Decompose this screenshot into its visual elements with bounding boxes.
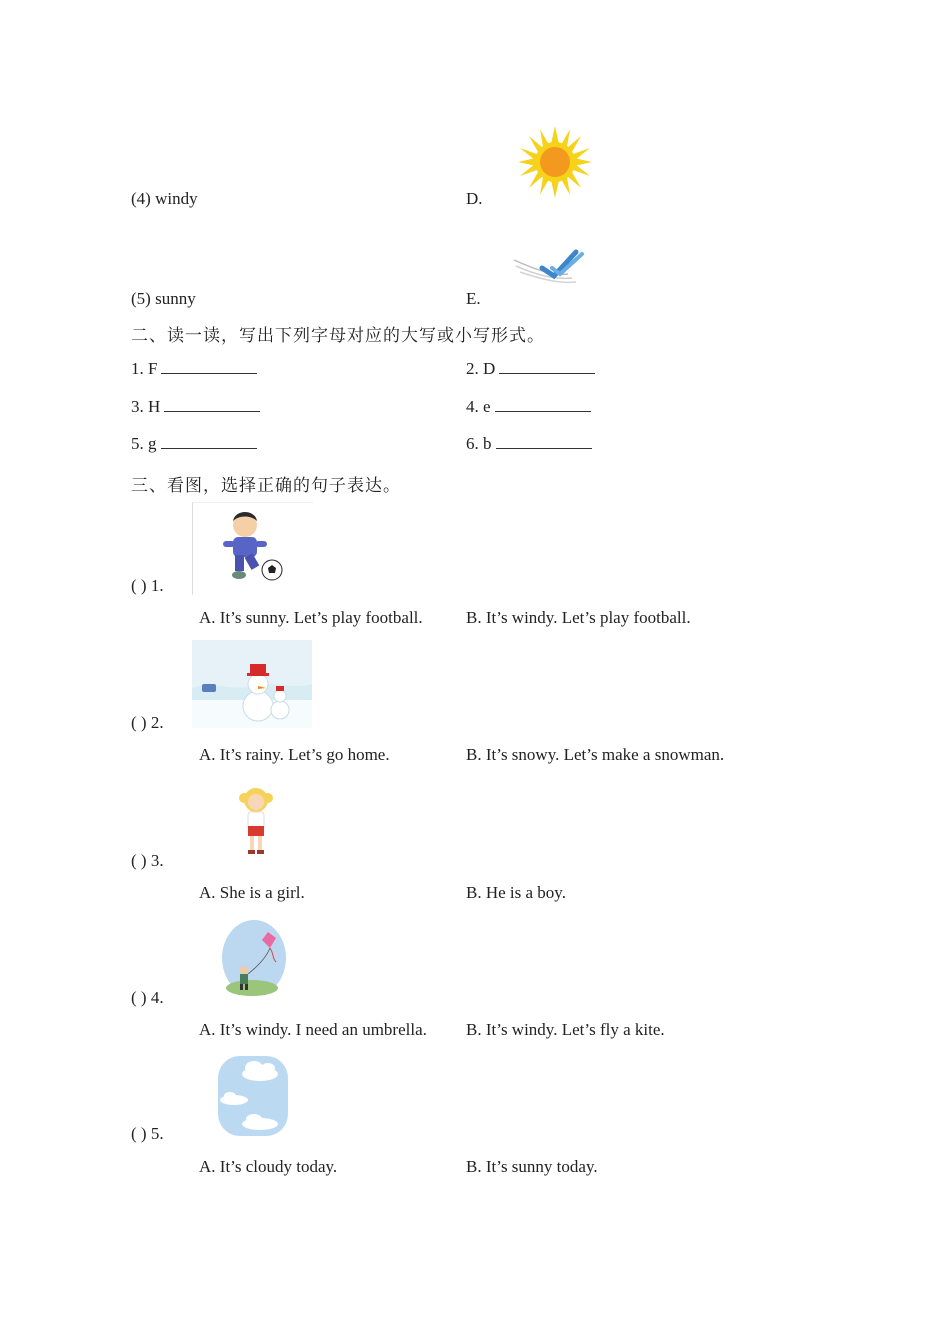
- question-number-1[interactable]: ( ) 1.: [131, 576, 164, 595]
- option-b-3[interactable]: B. He is a boy.: [466, 883, 566, 902]
- letter-label: 4. e: [466, 397, 491, 416]
- option-a-4[interactable]: A. It’s windy. I need an umbrella.: [199, 1020, 427, 1039]
- option-b-4[interactable]: B. It’s windy. Let’s fly a kite.: [466, 1020, 665, 1039]
- question-number-5[interactable]: ( ) 5.: [131, 1124, 164, 1143]
- question-number-4[interactable]: ( ) 4.: [131, 988, 164, 1007]
- match-right-d: D.: [466, 189, 483, 208]
- girl-picture: [232, 784, 280, 860]
- option-a-1[interactable]: A. It’s sunny. Let’s play football.: [199, 608, 423, 627]
- section3-heading: 三、看图，选择正确的句子表达。: [131, 476, 401, 496]
- kite-picture: [218, 918, 288, 998]
- sun-icon: [518, 126, 592, 198]
- letter-item-4: [466, 397, 591, 417]
- question-number-3[interactable]: ( ) 3.: [131, 851, 164, 870]
- letter-label: 3. H: [131, 397, 161, 416]
- letter-item-6: [466, 434, 592, 454]
- section2-heading: 二、读一读，写出下列字母对应的大写或小写形式。: [131, 326, 545, 346]
- letter-item-1: [131, 359, 257, 379]
- option-a-2[interactable]: A. It’s rainy. Let’s go home.: [199, 745, 390, 764]
- answer-blank[interactable]: [164, 397, 260, 412]
- question-number-2[interactable]: ( ) 2.: [131, 713, 164, 732]
- snowman-picture: [192, 640, 312, 728]
- letter-item-5: [131, 434, 257, 454]
- match-right-e: E.: [466, 289, 481, 308]
- answer-blank[interactable]: [161, 434, 257, 449]
- option-b-5[interactable]: B. It’s sunny today.: [466, 1157, 598, 1176]
- letter-label: 2. D: [466, 359, 496, 378]
- letter-label: 6. b: [466, 434, 492, 453]
- option-b-1[interactable]: B. It’s windy. Let’s play football.: [466, 608, 691, 627]
- letter-label: 1. F: [131, 359, 158, 378]
- letter-label: 5. g: [131, 434, 157, 453]
- clouds-picture: [214, 1054, 292, 1138]
- letter-item-2: [466, 359, 595, 379]
- boy-playing-football-picture: [192, 502, 313, 595]
- option-a-3[interactable]: A. She is a girl.: [199, 883, 305, 902]
- letter-item-3: [131, 397, 260, 417]
- match-left-4: (4) windy: [131, 189, 198, 208]
- answer-blank[interactable]: [495, 397, 591, 412]
- answer-blank[interactable]: [499, 359, 595, 374]
- wind-icon: [512, 246, 590, 286]
- answer-blank[interactable]: [161, 359, 257, 374]
- option-b-2[interactable]: B. It’s snowy. Let’s make a snowman.: [466, 745, 725, 764]
- match-left-5: (5) sunny: [131, 289, 196, 308]
- option-a-5[interactable]: A. It’s cloudy today.: [199, 1157, 338, 1176]
- answer-blank[interactable]: [496, 434, 592, 449]
